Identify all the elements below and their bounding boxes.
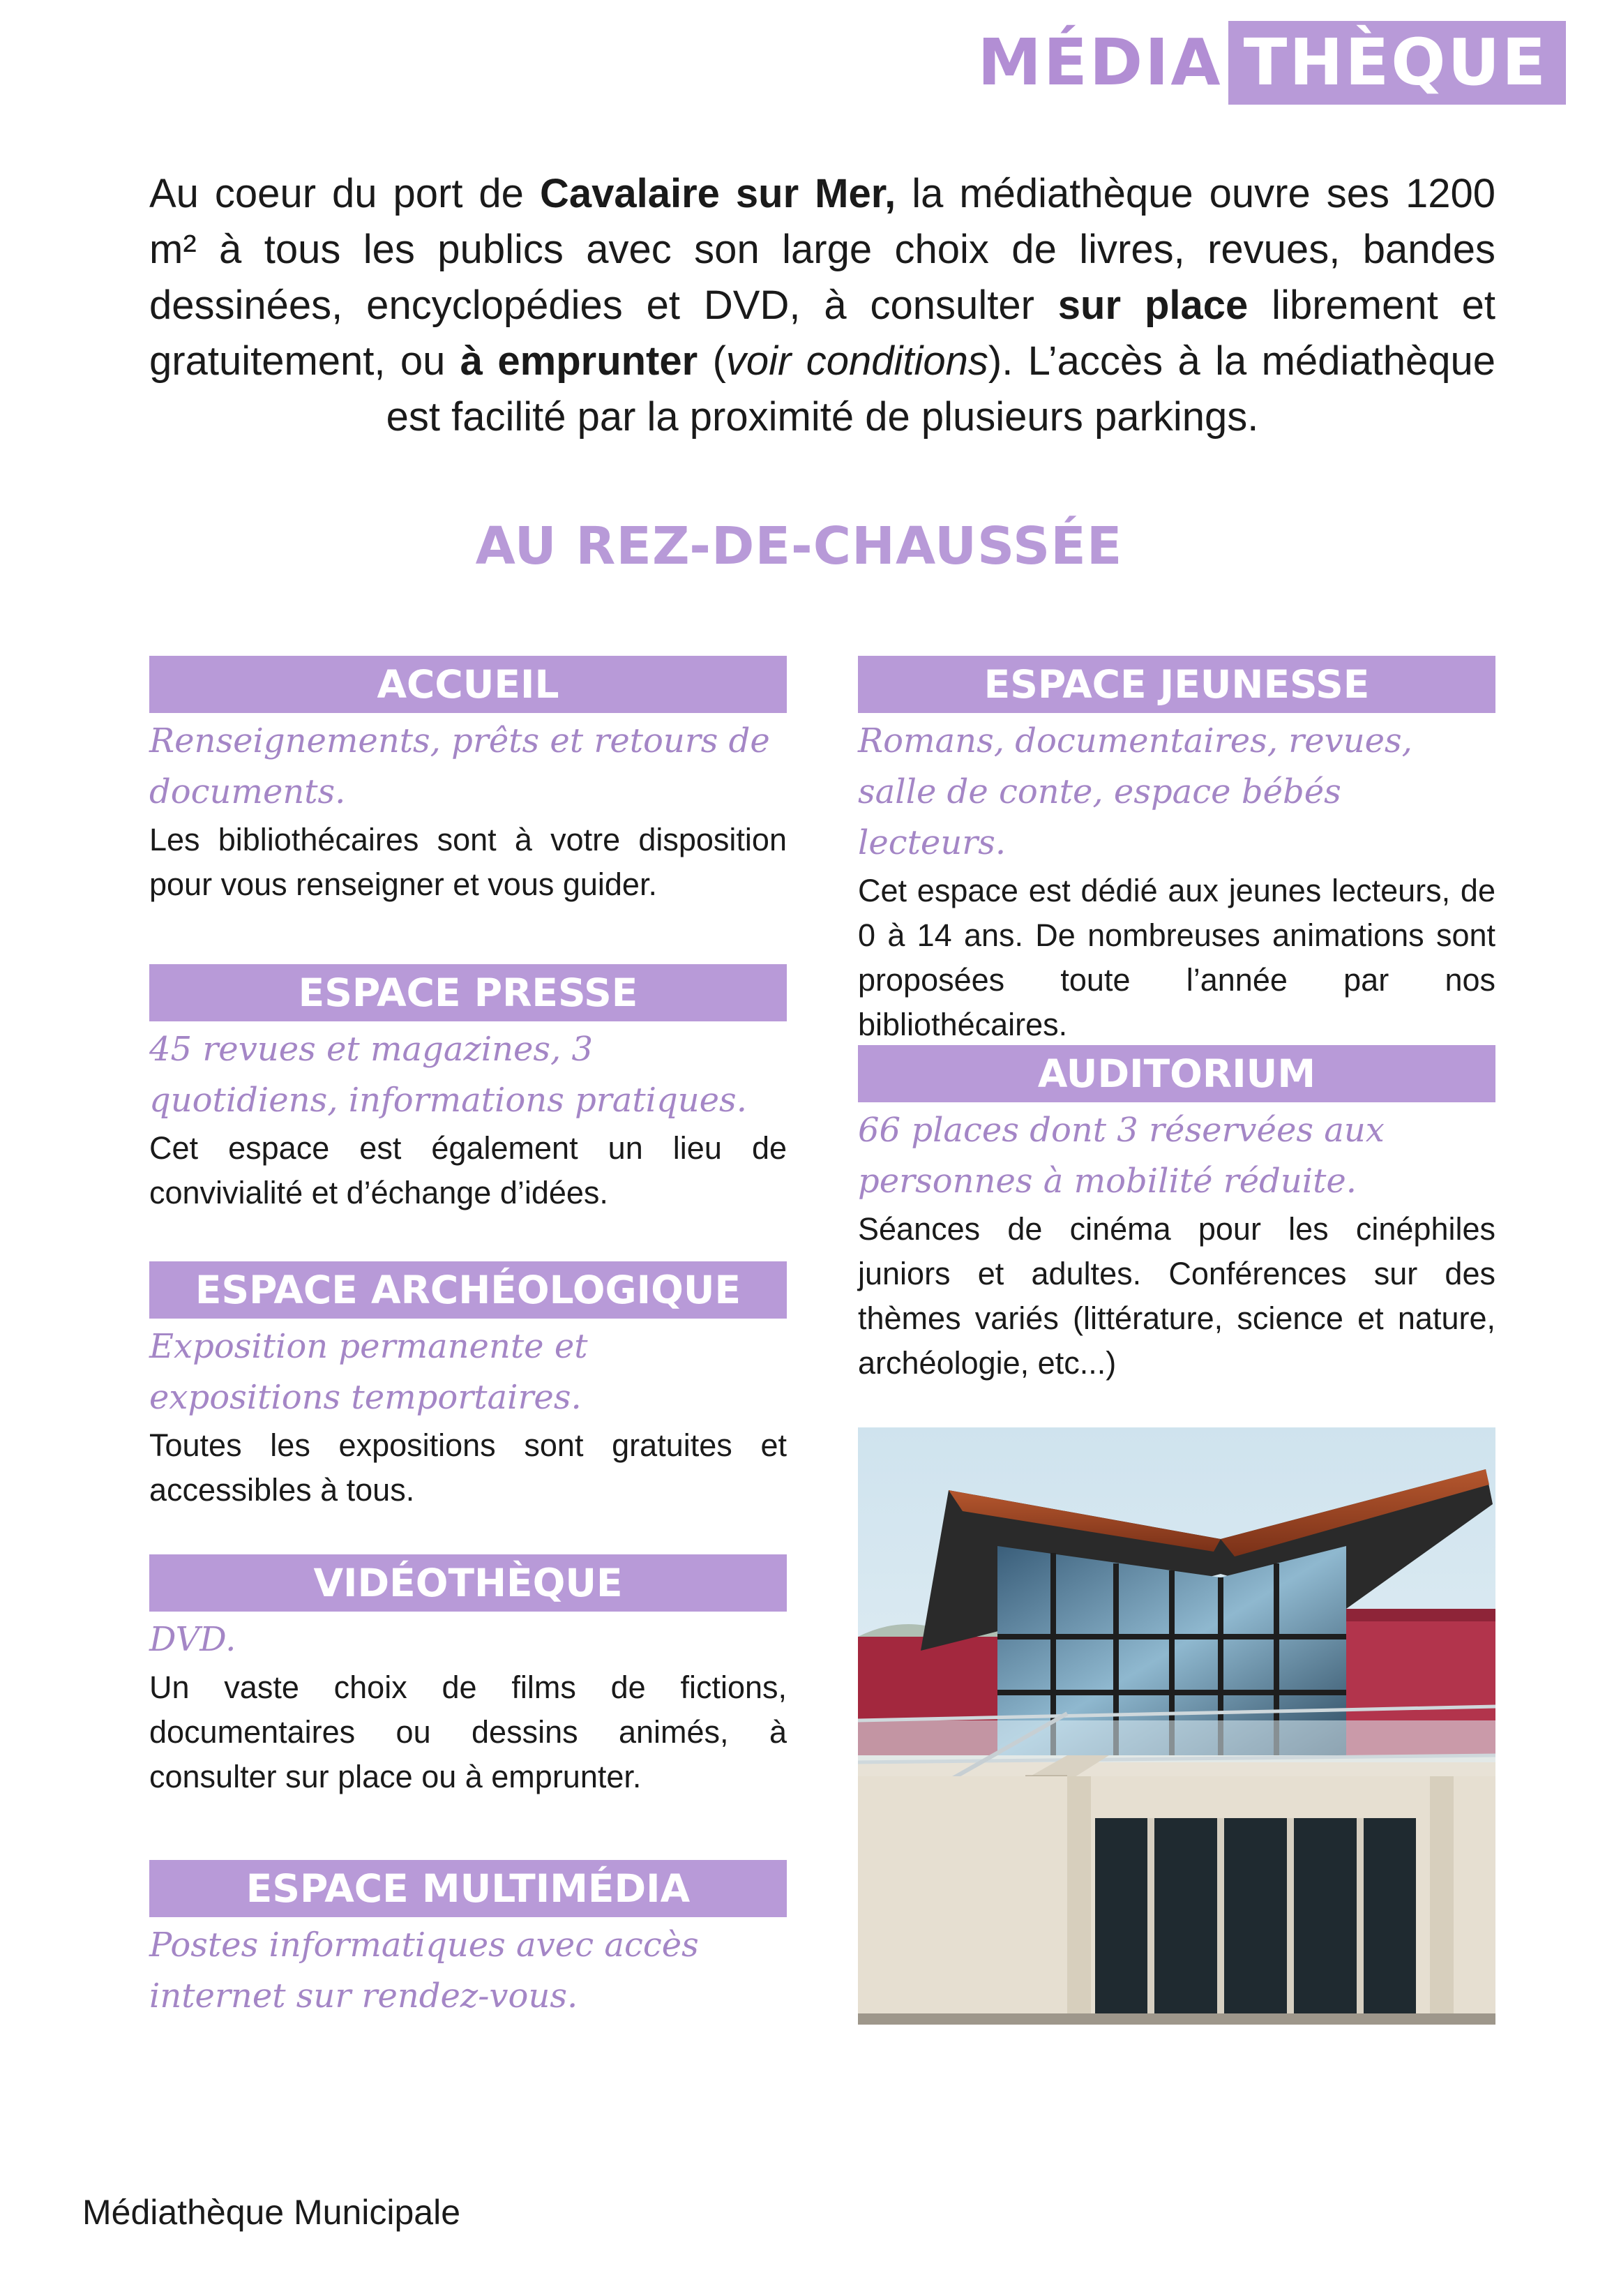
block-subtitle: Postes informatiques avec accès internet sur rendez-vous. <box>149 1926 699 2016</box>
block-title: AUDITORIUM <box>858 1045 1495 1102</box>
block-title: VIDÉOTHÈQUE <box>149 1554 787 1612</box>
intro-conditions-link: voir conditions <box>725 338 988 384</box>
block-description: Les bibliothécaires sont à votre disposition pour vous renseigner et vous guider. <box>149 822 787 902</box>
block-subtitle: Exposition permanente et expositions temportaires. <box>149 1327 588 1417</box>
page-header <box>977 21 1566 105</box>
block-description: Cet espace est dédié aux jeunes lecteurs, de 0 à 14 ans. De nombreuses animations sont proposées toute l’année par nos bibliothécaires. <box>858 873 1495 1042</box>
intro-bold-onsite: sur place <box>1057 283 1249 328</box>
block-espace-multimedia <box>149 1860 787 2022</box>
header-title-dark: THÈQUE <box>1228 21 1566 105</box>
intro-text: ( <box>698 338 726 384</box>
block-subtitle: Renseignements, prêts et retours de documents. <box>149 721 770 811</box>
intro-text: librement et gratuitement, ou <box>149 283 1495 384</box>
block-title: ESPACE JEUNESSE <box>858 656 1495 713</box>
block-description: Séances de cinéma pour les cinéphiles juniors et adultes. Conférences sur des thèmes variés (littérature, science et nature, archéologie, etc...) <box>858 1211 1495 1381</box>
section-title: AU REZ-DE-CHAUSSÉE <box>475 516 1123 576</box>
building-photo <box>858 1427 1495 2025</box>
intro-text: Au coeur du port de <box>149 171 540 216</box>
intro-bold-location: Cavalaire sur Mer, <box>539 171 896 216</box>
block-description: Toutes les expositions sont gratuites et accessibles à tous. <box>149 1427 787 1508</box>
header-title-light: MÉDIA <box>977 25 1223 100</box>
block-title: ESPACE ARCHÉOLOGIQUE <box>149 1261 787 1319</box>
intro-text: ). L’accès à la médiathèque est facilité par la proximité de plusieurs parkings. <box>386 338 1495 440</box>
block-espace-jeunesse <box>858 656 1495 1047</box>
block-subtitle: DVD. <box>149 1620 236 1659</box>
intro-paragraph <box>149 166 1495 445</box>
block-espace-archeologique <box>149 1261 787 1513</box>
block-title: ACCUEIL <box>149 656 787 713</box>
block-videotheque <box>149 1554 787 1799</box>
intro-text: la médiathèque ouvre ses 1200 m² à tous les publics avec son large choix de livres, revues, bandes dessinées, encyclopédies et DVD, à consulter <box>149 171 1496 328</box>
block-title: ESPACE PRESSE <box>149 964 787 1021</box>
block-espace-presse <box>149 964 787 1215</box>
footer-label: Médiathèque Municipale <box>82 2193 461 2232</box>
block-subtitle: 45 revues et magazines, 3 quotidiens, informations pratiques. <box>149 1030 747 1120</box>
block-subtitle: 66 places dont 3 réservées aux personnes à mobilité réduite. <box>858 1111 1385 1201</box>
block-title: ESPACE MULTIMÉDIA <box>149 1860 787 1917</box>
block-subtitle: Romans, documentaires, revues, salle de conte, espace bébés lecteurs. <box>858 721 1412 862</box>
block-description: Un vaste choix de films de fictions, documentaires ou dessins animés, à consulter sur place ou à emprunter. <box>149 1670 787 1794</box>
block-accueil <box>149 656 787 907</box>
block-description: Cet espace est également un lieu de convivialité et d’échange d’idées. <box>149 1130 787 1210</box>
block-auditorium <box>858 1045 1495 1386</box>
intro-bold-borrow: à emprunter <box>460 338 698 384</box>
